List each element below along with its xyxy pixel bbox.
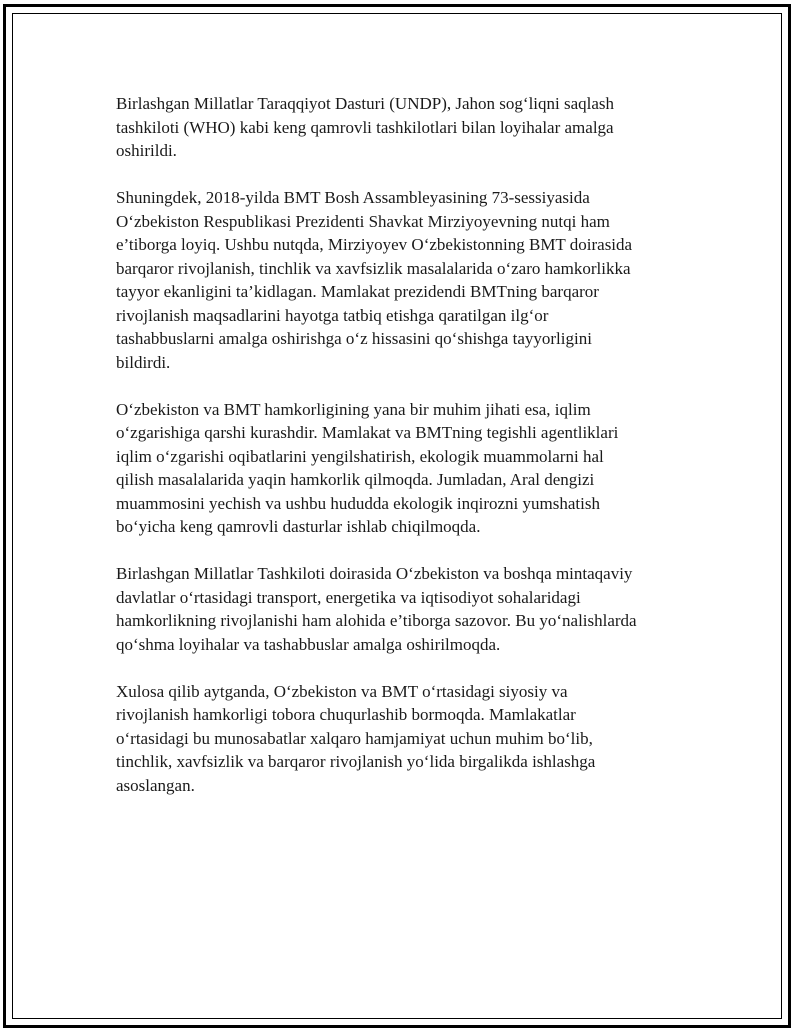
text-line: rivojlanish hamkorligi tobora chuqurlashib bormoqda. Mamlakatlar — [116, 705, 576, 724]
text-line: bildirdi. — [116, 352, 171, 372]
paragraph-5 — [116, 680, 696, 798]
paragraph-3 — [116, 398, 696, 539]
text-line: tinchlik, xavfsizlik va barqaror rivojlanish yo‘lida birgalikda ishlashga — [116, 752, 596, 771]
text-line: Xulosa qilib aytganda, O‘zbekiston va BMT o‘rtasidagi siyosiy va — [116, 681, 568, 701]
text-line: rivojlanish maqsadlarini hayotga tatbiq etishga qaratilgan ilg‘or — [116, 305, 549, 325]
text-line: bo‘yicha keng qamrovli dasturlar ishlab chiqilmoqda. — [116, 517, 481, 536]
text-line: O‘zbekiston va BMT hamkorligining yana bir muhim jihati esa, iqlim — [116, 399, 591, 419]
text-line: e’tiborga loyiq. Ushbu nutqda, Mirziyoyev O‘zbekistonning BMT doirasida — [116, 235, 633, 254]
text-line: barqaror rivojlanish, tinchlik va xavfsizlik masalalarida o‘zaro hamkorlikka — [116, 258, 631, 278]
text-line: tashabbuslarni amalga oshirishga o‘z hissasini qo‘shishga tayyorligini — [116, 329, 592, 348]
text-line: Birlashgan Millatlar Tashkiloti doirasida O‘zbekiston va boshqa mintaqaviy — [116, 564, 633, 583]
text-line: tashkiloti (WHO) kabi keng qamrovli tashkilotlari bilan loyihalar amalga — [116, 117, 614, 137]
text-line: qilish masalalarida yaqin hamkorlik qilmoqda. Jumladan, Aral dengizi — [116, 470, 595, 489]
text-line: o‘rtasidagi bu munosabatlar xalqaro hamjamiyat uchun muhim bo‘lib, — [116, 728, 593, 748]
text-line: asoslangan. — [116, 775, 195, 795]
text-line: hamkorlikning rivojlanishi ham alohida e’tiborga sazovor. Bu yo‘nalishlarda — [116, 611, 637, 630]
text-line: O‘zbekiston Respublikasi Prezidenti Shavkat Mirziyoyevning nutqi ham — [116, 211, 610, 231]
text-line: muammosini yechish va ushbu hududda ekologik inqirozni yumshatish — [116, 493, 600, 513]
paragraph-4 — [116, 562, 696, 656]
paragraph-2 — [116, 186, 696, 374]
text-line: qo‘shma loyihalar va tashabbuslar amalga oshirilmoqda. — [116, 634, 501, 654]
text-line: tayyor ekanligini ta’kidlagan. Mamlakat prezidendi BMTning barqaror — [116, 282, 599, 301]
text-line: davlatlar o‘rtasidagi transport, energetika va iqtisodiyot sohalaridagi — [116, 587, 581, 607]
text-line: iqlim o‘zgarishi oqibatlarini yengilshatirish, ekologik muammolarni hal — [116, 446, 604, 466]
text-line: oshirildi. — [116, 141, 177, 160]
paragraph-1 — [116, 92, 696, 163]
document-body — [116, 92, 696, 797]
text-line: Birlashgan Millatlar Taraqqiyot Dasturi (UNDP), Jahon sog‘liqni saqlash — [116, 94, 615, 113]
text-line: Shuningdek, 2018-yilda BMT Bosh Assambleyasining 73-sessiyasida — [116, 188, 590, 207]
text-line: o‘zgarishiga qarshi kurashdir. Mamlakat va BMTning tegishli agentliklari — [116, 423, 619, 442]
